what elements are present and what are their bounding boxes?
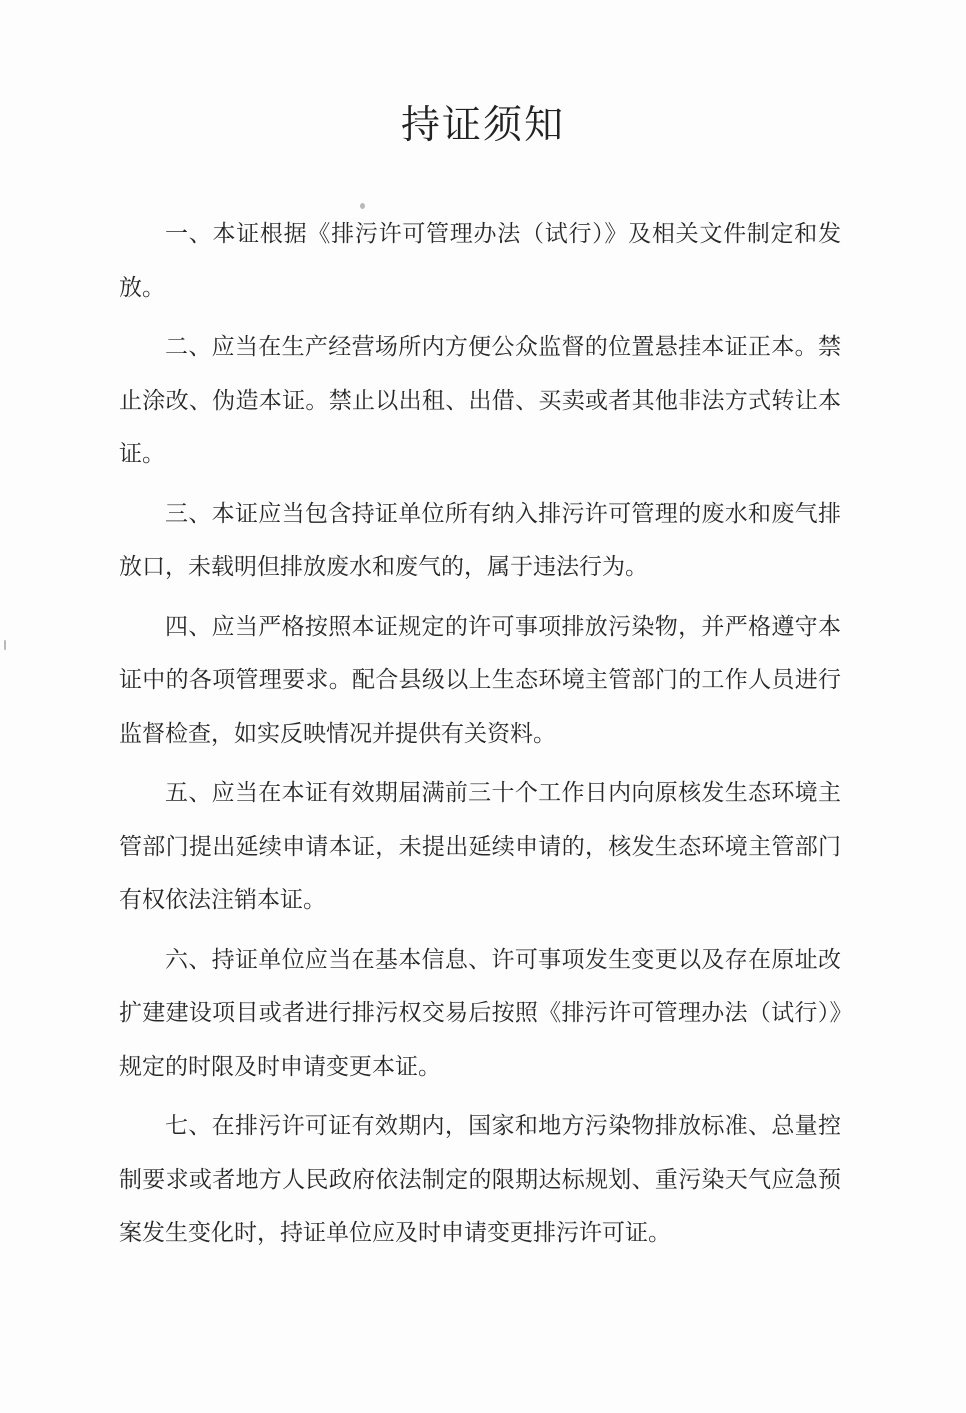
paragraph-2: 二、应当在生产经营场所内方便公众监督的位置悬挂本证正本。禁止涂改、伪造本证。禁止以出租、出借、买卖或者其他非法方式转让本证。 bbox=[119, 334, 841, 467]
paragraph-7: 七、在排污许可证有效期内，国家和地方污染物排放标准、总量控制要求或者地方人民政府依法制定的限期达标规划、重污染天气应急预案发生变化时，持证单位应及时申请变更排污许可证。 bbox=[119, 1113, 841, 1246]
document-title: 持证须知 bbox=[400, 103, 565, 148]
paragraph-1: 一、本证根据《排污许可管理办法（试行）》及相关文件制定和发放。 bbox=[119, 221, 841, 301]
paragraph-4: 四、应当严格按照本证规定的许可事项排放污染物，并严格遵守本证中的各项管理要求。配合县级以上生态环境主管部门的工作人员进行监督检查，如实反映情况并提供有关资料。 bbox=[119, 613, 841, 747]
paragraph-5: 五、应当在本证有效期届满前三十个工作日内向原核发生态环境主管部门提出延续申请本证，未提出延续申请的，核发生态环境主管部门有权依法注销本证。 bbox=[119, 780, 841, 913]
paragraph-3: 三、本证应当包含持证单位所有纳入排污许可管理的废水和废气排放口，未载明但排放废水和废气的，属于违法行为。 bbox=[119, 500, 841, 580]
paragraph-6: 六、持证单位应当在基本信息、许可事项发生变更以及存在原址改扩建建设项目或者进行排污权交易后按照《排污许可管理办法（试行）》规定的时限及时申请变更本证。 bbox=[119, 946, 841, 1080]
document-body bbox=[119, 208, 841, 1267]
scan-speck bbox=[4, 640, 6, 650]
